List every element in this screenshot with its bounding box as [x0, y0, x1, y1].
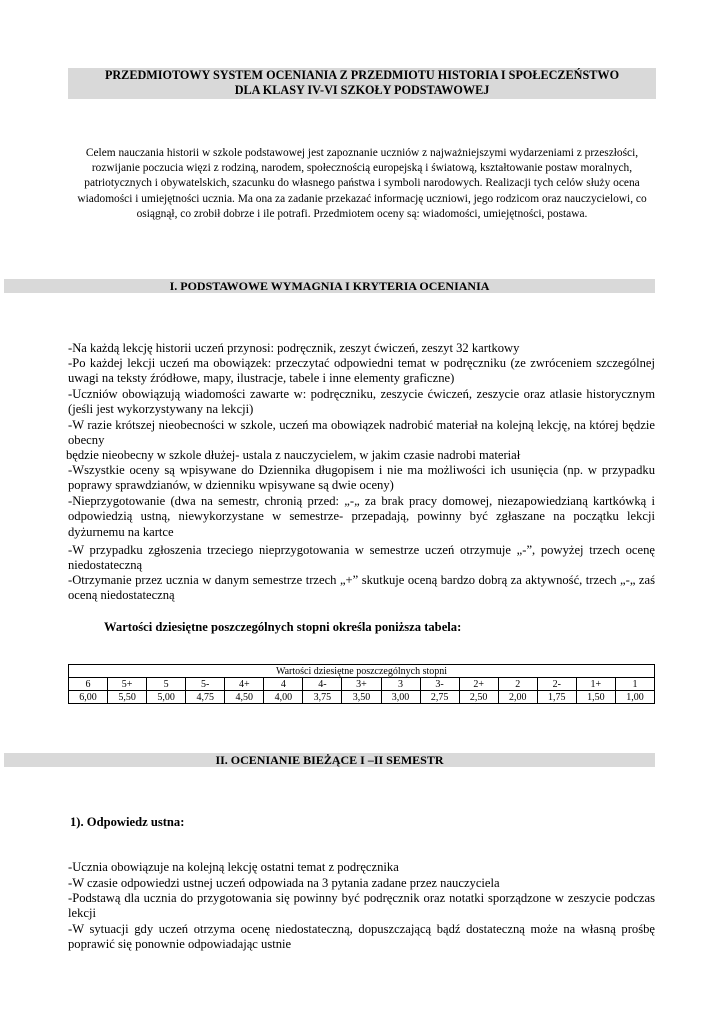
value-cell: 3,00: [381, 691, 420, 704]
rule-item: -Wszystkie oceny są wpisywane do Dziennika długopisem i nie ma możliwości ich usunięcia (np. w przypadku poprawy sprawdzianów, w dzienniku wpisywane są dwie oceny): [68, 463, 655, 493]
table-intro: Wartości dziesiętne poszczególnych stopni określa poniższa tabela:: [104, 620, 462, 634]
rule-item: -W sytuacji gdy uczeń otrzyma ocenę niedostateczną, dopuszczającą bądź dostateczną może na własną prośbę poprawić się ponownie odpowiadając ustnie: [68, 922, 655, 952]
grade-cell: 3: [381, 678, 420, 691]
value-cell: 3,75: [303, 691, 342, 704]
rule-item: -Na każdą lekcję historii uczeń przynosi: podręcznik, zeszyt ćwiczeń, zeszyt 32 kartkowy: [68, 341, 520, 355]
rule-item: -Ucznia obowiązuje na kolejną lekcję ostatni temat z podręcznika: [68, 860, 399, 874]
value-cell: 2,50: [459, 691, 498, 704]
value-cell: 3,50: [342, 691, 381, 704]
value-cell: 2,00: [498, 691, 537, 704]
grade-cell: 1+: [576, 678, 615, 691]
value-cell: 2,75: [420, 691, 459, 704]
grade-cell: 6: [69, 678, 108, 691]
grade-values-table: [68, 664, 655, 704]
value-cell: 1,75: [537, 691, 576, 704]
rule-item: -Po każdej lekcji uczeń ma obowiązek: przeczytać odpowiedni temat w podręczniku (ze zwróceniem szczególnej uwagi na teksty źródłowe, mapy, ilustracje, tabele i inne elementy graficzne): [68, 356, 655, 386]
grade-cell: 1: [615, 678, 654, 691]
rule-item: -Podstawą dla ucznia do przygotowania się powinny być podręcznik oraz notatki sporządzone w zeszycie podczas lekcji: [68, 891, 655, 921]
rule-item: -W razie krótszej nieobecności w szkole, uczeń ma obowiązek nadrobić materiał na kolejną lekcję, na której będzie obecny: [68, 418, 655, 448]
section-1-heading: I. PODSTAWOWE WYMAGNIA I KRYTERIA OCENIANIA: [4, 279, 655, 293]
subsection-heading: 1). Odpowiedz ustna:: [70, 815, 185, 829]
rule-item: -Otrzymanie przez ucznia w danym semestrze trzech „+” skutkuje oceną bardzo dobrą za aktywność, trzech „-„ zaś oceną niedostateczną: [68, 573, 655, 603]
value-cell: 4,00: [264, 691, 303, 704]
grade-cell: 4-: [303, 678, 342, 691]
value-cell: 1,50: [576, 691, 615, 704]
value-cell: 1,00: [615, 691, 654, 704]
grade-cell: 2-: [537, 678, 576, 691]
table-row-values: [69, 691, 655, 704]
intro-paragraph: Celem nauczania historii w szkole podstawowej jest zapoznanie uczniów z najważniejszymi wydarzeniami z przeszłości, rozwijanie poczucia więzi z rodziną, narodem, społecznością europejską i światową, kształtowanie postaw moralnych, patriotycznych i obywatelskich, szacunku do własnego państwa i symboli narodowych. Realizacji tych celów służy ocena wiadomości i umiejętności ucznia. Ma ona za zadanie przekazać informację uczniowi, jego rodzicom oraz nauczycielowi, co osiągnął, co zrobił dobrze i ile potrafi. Przedmiotem oceny są: wiadomości, umiejętności, postawa.: [77, 147, 647, 220]
value-cell: 6,00: [69, 691, 108, 704]
grade-cell: 4: [264, 678, 303, 691]
rule-item: będzie nieobecny w szkole dłużej- ustala z nauczycielem, w jakim czasie nadrobi materiał: [66, 448, 521, 462]
document-title: [68, 68, 656, 99]
grade-cell: 3-: [420, 678, 459, 691]
grade-cell: 3+: [342, 678, 381, 691]
grade-cell: 2+: [459, 678, 498, 691]
section-2-heading: II. OCENIANIE BIEŻĄCE I –II SEMESTR: [4, 753, 655, 767]
grade-cell: 4+: [225, 678, 264, 691]
table-row-grades: [69, 678, 655, 691]
grade-cell: 2: [498, 678, 537, 691]
grade-cell: 5+: [108, 678, 147, 691]
grade-cell: 5: [147, 678, 186, 691]
value-cell: 4,75: [186, 691, 225, 704]
rule-item: -W czasie odpowiedzi ustnej uczeń odpowiada na 3 pytania zadane przez nauczyciela: [68, 876, 500, 890]
value-cell: 5,00: [147, 691, 186, 704]
rule-item: -Nieprzygotowanie (dwa na semestr, chronią przed: „-„ za brak pracy domowej, niezapowiedzianą kartkówką i odpowiedzią ustną, niewykorzystane w semestrze- przepadają, powinny być zgłaszane na początku lekcji dyżurnemu na kartce: [68, 494, 655, 539]
document-title-line-1: PRZEDMIOTOWY SYSTEM OCENIANIA Z PRZEDMIOTU HISTORIA I SPOŁECZEŃSTWO: [104, 68, 620, 82]
grade-cell: 5-: [186, 678, 225, 691]
document-title-line-2: DLA KLASY IV-VI SZKOŁY PODSTAWOWEJ: [234, 83, 490, 97]
table-caption-row: [69, 665, 655, 678]
rule-item: -W przypadku zgłoszenia trzeciego nieprzygotowania w semestrze uczeń otrzymuje „-”, powyżej trzech ocenę niedostateczną: [68, 543, 655, 573]
value-cell: 4,50: [225, 691, 264, 704]
rule-item: -Uczniów obowiązują wiadomości zawarte w: podręczniku, zeszycie ćwiczeń, zeszycie oraz atlasie historycznym (jeśli jest wykorzystywany na lekcji): [68, 387, 655, 417]
table-caption: Wartości dziesiętne poszczególnych stopni: [69, 665, 655, 678]
value-cell: 5,50: [108, 691, 147, 704]
